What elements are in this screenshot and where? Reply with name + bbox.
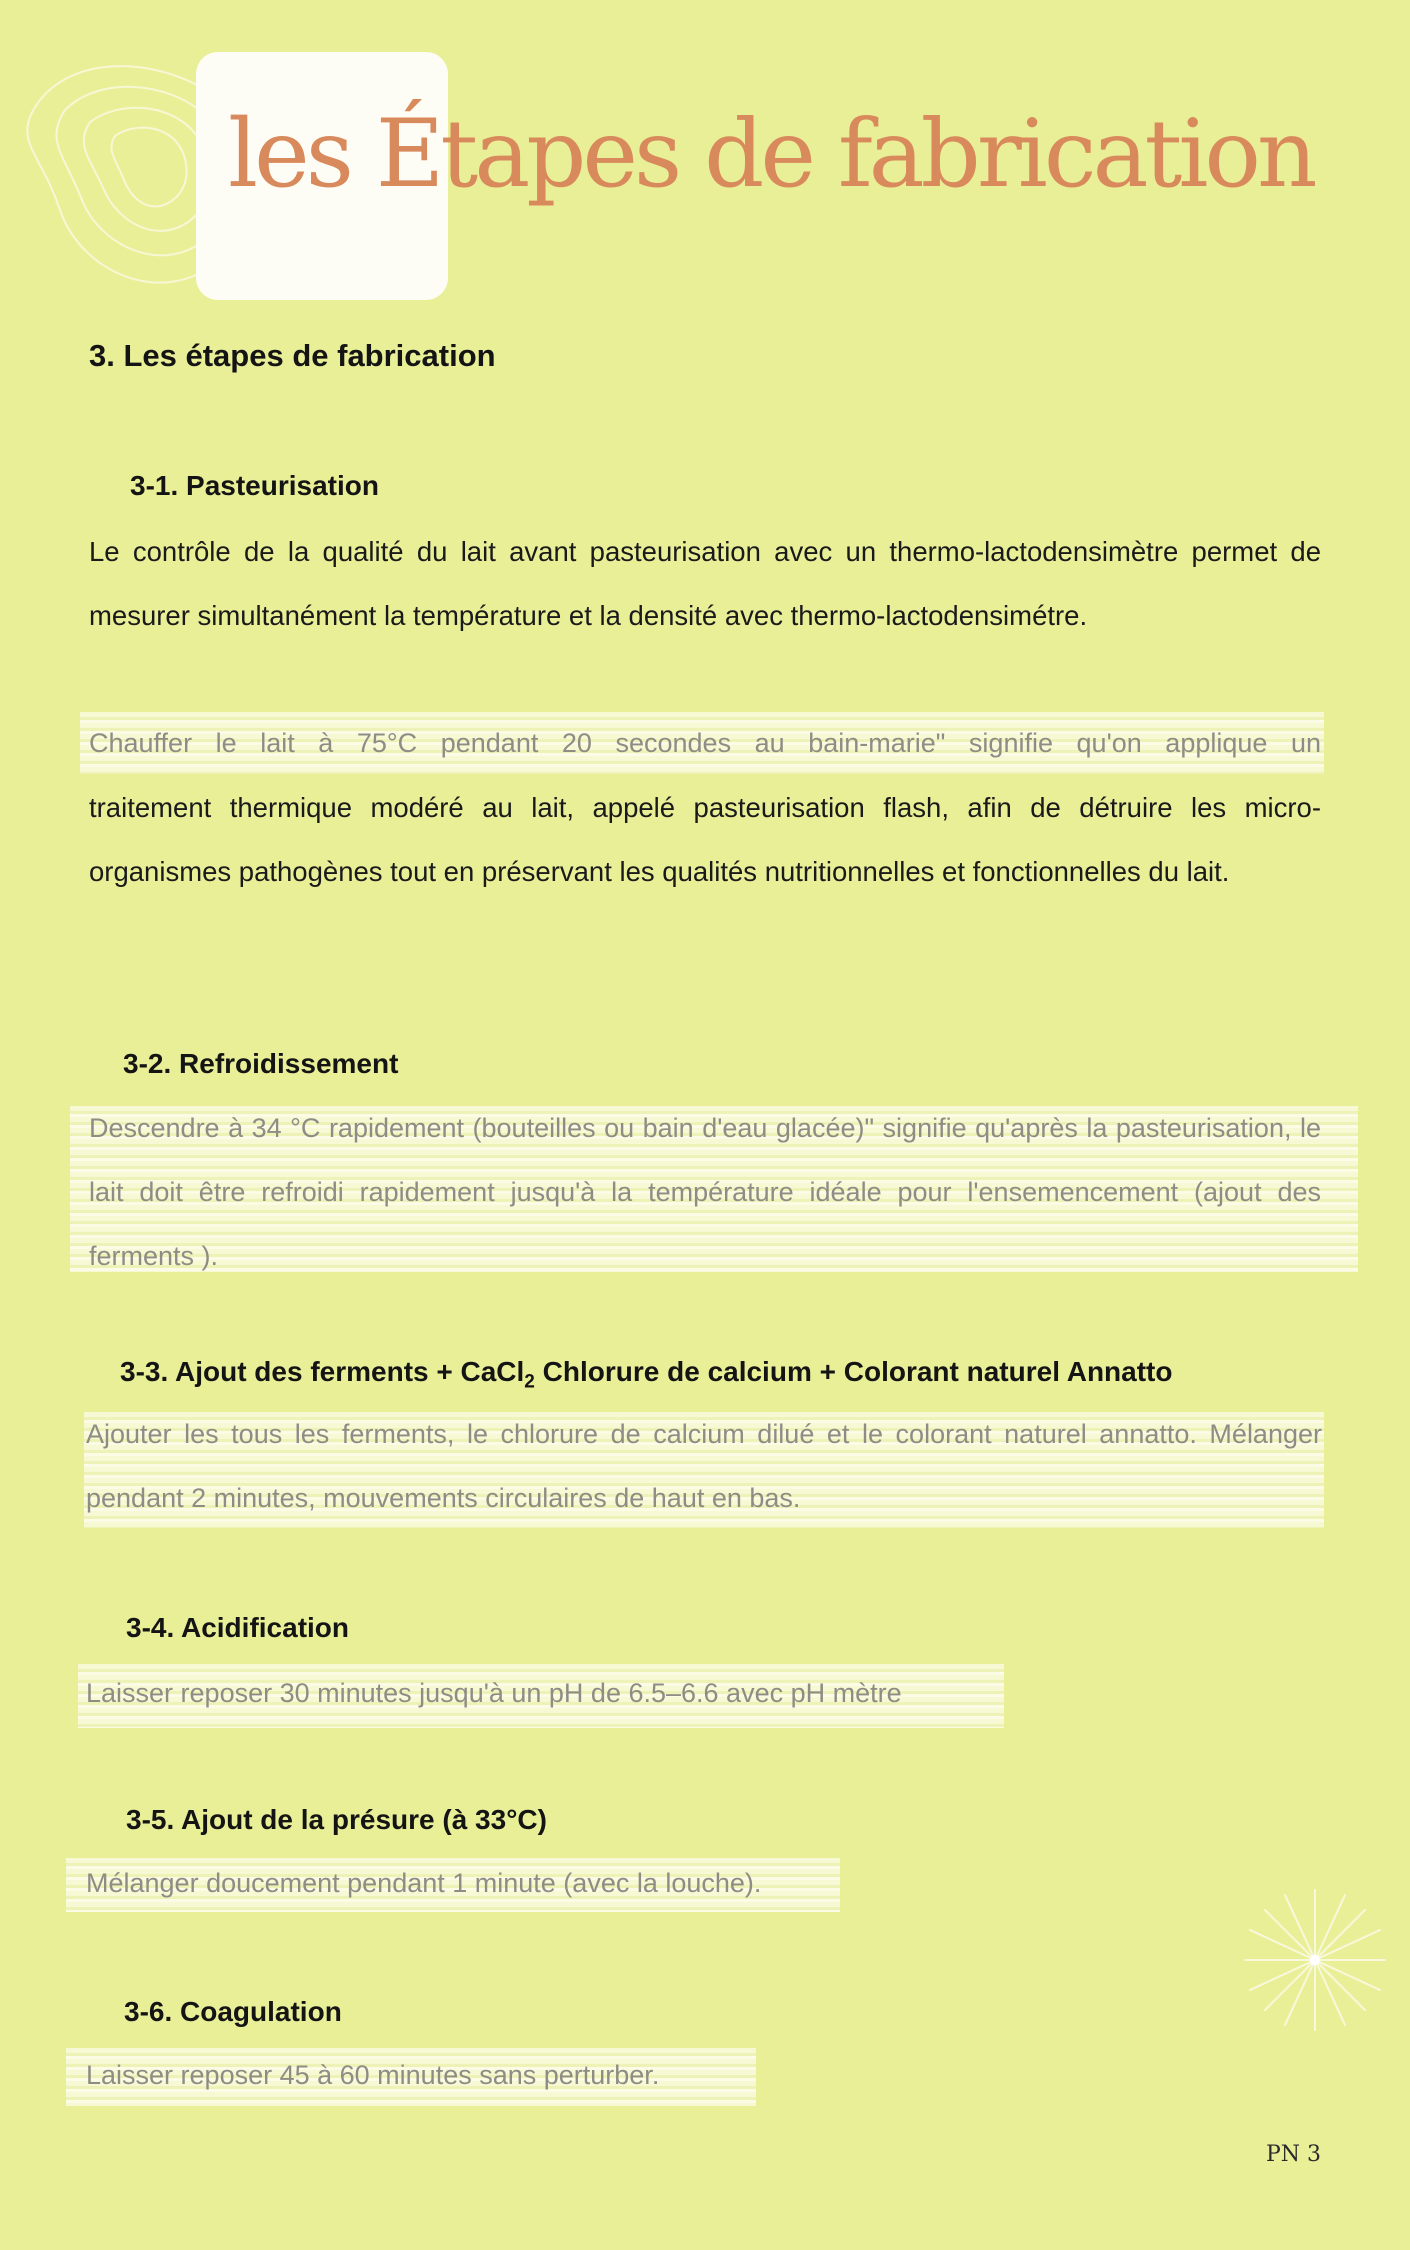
- page-title: les Étapes de fabrication: [228, 100, 1314, 209]
- section-heading: 3. Les étapes de fabrication: [89, 338, 496, 373]
- coagulation-highlighted-text: Laisser reposer 45 à 60 minutes sans perturber.: [86, 2060, 660, 2090]
- pasteurisation-highlighted-text: Chauffer le lait à 75°C pendant 20 secondes au bain-marie" signifie qu'on applique un: [89, 728, 1321, 758]
- pasteurisation-paragraph-continued: traitement thermique modéré au lait, appelé pasteurisation flash, afin de détruire les micro-organismes pathogènes tout en préservant les qualités nutritionnelles et fonctionnelles du lait.: [89, 792, 1321, 887]
- step-heading-refroidissement: 3-2. Refroidissement: [123, 1048, 399, 1079]
- step-heading-acidification: 3-4. Acidification: [126, 1612, 350, 1643]
- presure-highlighted-text: Mélanger doucement pendant 1 minute (avec la louche).: [86, 1868, 762, 1898]
- refroidissement-highlighted-text: Descendre à 34 °C rapidement (bouteilles ou bain d'eau glacée)" signifie qu'après la pasteurisation, le lait doit être refroidi rapidement jusqu'à la température idéale pour l'ensemencement (ajout des ferments ).: [89, 1113, 1321, 1271]
- pasteurisation-paragraph: Le contrôle de la qualité du lait avant pasteurisation avec un thermo-lactodensimètre permet de mesurer simultanément la température et la densité avec thermo-lactodensimétre.: [89, 536, 1321, 631]
- step-heading-presure: 3-5. Ajout de la présure (à 33°C): [126, 1804, 547, 1835]
- sparkle-icon: [1240, 1885, 1390, 2035]
- step-heading-coagulation: 3-6. Coagulation: [124, 1996, 342, 2027]
- page-number: PN 3: [1266, 2142, 1322, 2167]
- acidification-highlighted-text: Laisser reposer 30 minutes jusqu'à un pH de 6.5–6.6 avec pH mètre: [86, 1678, 902, 1708]
- ferments-highlighted-text: Ajouter les tous les ferments, le chlorure de calcium dilué et le colorant naturel annatto. Mélanger pendant 2 minutes, mouvements circulaires de haut en bas.: [86, 1419, 1322, 1513]
- step-heading-ferments: 3-3. Ajout des ferments + CaCl$_2$ Chlorure de calcium + Colorant naturel Annatto: [120, 1356, 1173, 1393]
- step-heading-pasteurisation: 3-1. Pasteurisation: [130, 470, 379, 501]
